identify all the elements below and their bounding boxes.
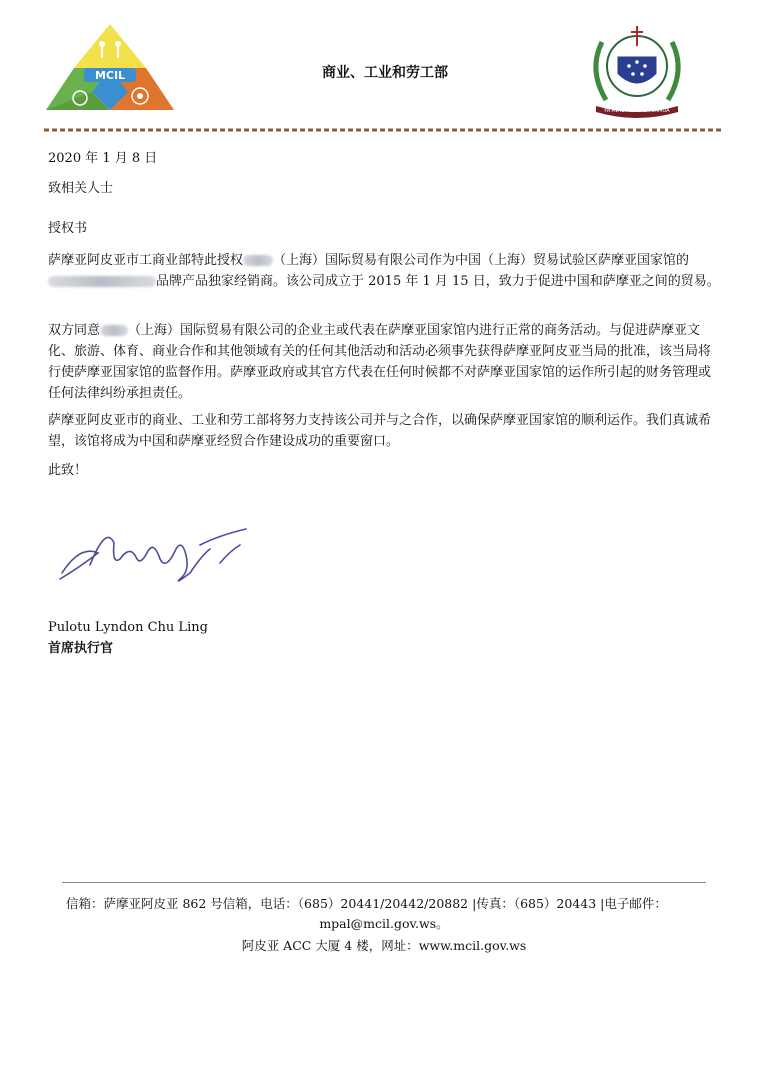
- letter-heading: 授权书: [48, 221, 88, 236]
- paragraph-1: [48, 250, 720, 292]
- footer-contact-line: 信箱：萨摩亚阿皮亚 862 号信箱，电话：（685）20441/20442/20882 |传真：（685）20443 |电子邮件：: [66, 896, 667, 911]
- letter-date: 2020 年 1 月 8 日: [48, 151, 158, 166]
- mcil-logo: [44, 22, 176, 114]
- paragraph-1-part-a: 萨摩亚阿皮亚市工商业部特此授权: [48, 253, 244, 268]
- signer-name: Pulotu Lyndon Chu Ling: [48, 620, 208, 635]
- svg-text:MCIL: MCIL: [94, 69, 126, 82]
- footer-divider: [62, 882, 706, 883]
- closing: 此致！: [48, 463, 88, 478]
- paragraph-1-part-c: 品牌产品独家经销商。该公司成立于 2015 年 1 月 15 日，致力于促进中国和萨摩亚之间的贸易。: [156, 274, 720, 289]
- redacted-company-name-2: [100, 325, 128, 336]
- footer-email-link[interactable]: mpal@mcil.gov.ws。: [319, 916, 449, 931]
- paragraph-3: 萨摩亚阿皮亚市的商业、工业和劳工部将努力支持该公司并与之合作，以确保萨摩亚国家馆的顺利运作。我们真诚希望，该馆将成为中国和萨摩亚经贸合作建设成功的重要窗口。: [48, 413, 712, 449]
- header-divider: [44, 128, 724, 132]
- footer-address-website[interactable]: 阿皮亚 ACC 大厦 4 楼，网址：www.mcil.gov.ws: [241, 938, 527, 953]
- ministry-title: 商业、工业和劳工部: [322, 65, 448, 81]
- signer-title: 首席执行官: [48, 641, 114, 656]
- paragraph-2: [48, 320, 720, 404]
- redacted-company-name: [243, 255, 273, 266]
- samoa-seal: [582, 22, 692, 118]
- handwritten-signature: [50, 505, 260, 595]
- paragraph-2-part-a: 双方同意: [48, 323, 101, 338]
- svg-text:FA'AVAE I LE ATUA SAMOA: FA'AVAE I LE ATUA SAMOA: [604, 108, 670, 114]
- redacted-brand-name: [48, 276, 156, 287]
- paragraph-2-part-b: （上海）国际贸易有限公司的企业主或代表在萨摩亚国家馆内进行正常的商务活动。与促进萨摩亚文化、旅游、体育、商业合作和其他领域有关的任何其他活动和活动必须事先获得萨摩亚阿皮亚当局的批准，该当局将行使萨摩亚国家馆的监督作用。萨摩亚政府或其官方代表在任何时候都不对萨摩亚国家馆的运作所引起的财务管理或任何法律纠纷承担责任。: [48, 323, 712, 401]
- paragraph-1-part-b: （上海）国际贸易有限公司作为中国（上海）贸易试验区萨摩亚国家馆的: [273, 253, 690, 268]
- salutation: 致相关人士: [48, 181, 114, 196]
